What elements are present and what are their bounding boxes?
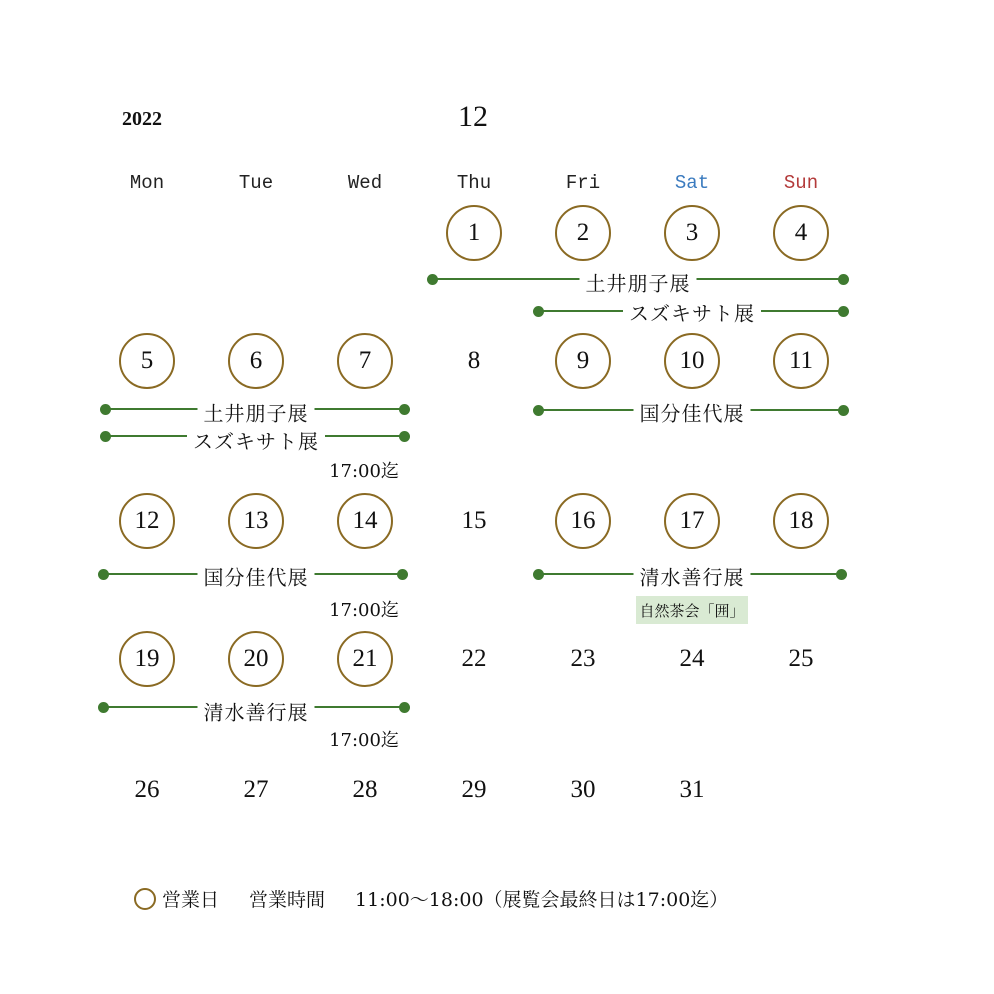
day-cell[interactable]: 21: [337, 631, 393, 687]
weekday-thu: Thu: [456, 172, 492, 194]
legend-hours-label: 営業時間: [249, 889, 326, 911]
day-cell[interactable]: 26: [134, 776, 160, 803]
year-label: 2022: [122, 108, 162, 130]
day-cell[interactable]: 10: [664, 333, 720, 389]
event-end-dot: [399, 404, 410, 415]
legend-open-label: 営業日: [162, 889, 220, 911]
event-start-dot: [427, 274, 438, 285]
event-label: スズキサト展: [623, 298, 761, 327]
day-cell[interactable]: 8: [467, 347, 481, 374]
day-cell[interactable]: 24: [679, 645, 705, 672]
event-start-dot: [100, 431, 111, 442]
month-label: 12: [458, 100, 488, 133]
event-end-dot: [838, 306, 849, 317]
event-label: 土井朋子展: [580, 268, 697, 297]
event-label: 清水善行展: [634, 562, 751, 591]
event-label: 清水善行展: [198, 697, 315, 726]
weekday-sat: Sat: [674, 172, 710, 194]
day-cell[interactable]: 16: [555, 493, 611, 549]
day-cell[interactable]: 14: [337, 493, 393, 549]
closing-time-note: 17:00迄: [329, 461, 399, 482]
day-cell[interactable]: 25: [788, 645, 814, 672]
event-end-dot: [838, 274, 849, 285]
day-cell[interactable]: 23: [570, 645, 596, 672]
day-cell[interactable]: 6: [228, 333, 284, 389]
event-end-dot: [836, 569, 847, 580]
day-cell[interactable]: 27: [243, 776, 269, 803]
day-cell[interactable]: 22: [461, 645, 487, 672]
event-start-dot: [98, 569, 109, 580]
event-end-dot: [399, 431, 410, 442]
day-cell[interactable]: 20: [228, 631, 284, 687]
day-cell[interactable]: 29: [461, 776, 487, 803]
event-label: 土井朋子展: [198, 398, 315, 427]
day-cell[interactable]: 5: [119, 333, 175, 389]
event-start-dot: [98, 702, 109, 713]
closing-time-note: 17:00迄: [329, 600, 399, 621]
weekday-tue: Tue: [238, 172, 274, 194]
day-cell[interactable]: 28: [352, 776, 378, 803]
day-cell[interactable]: 2: [555, 205, 611, 261]
day-cell[interactable]: 9: [555, 333, 611, 389]
event-end-dot: [838, 405, 849, 416]
day-cell[interactable]: 17: [664, 493, 720, 549]
day-cell[interactable]: 12: [119, 493, 175, 549]
tea-event-badge: 自然茶会「囲」: [636, 596, 748, 624]
legend-hours-text: 11:00〜18:00（展覧会最終日は17:00迄）: [355, 889, 729, 911]
day-cell[interactable]: 13: [228, 493, 284, 549]
open-day-circle-icon: [134, 888, 156, 910]
day-cell[interactable]: 4: [773, 205, 829, 261]
weekday-fri: Fri: [565, 172, 601, 194]
day-cell[interactable]: 11: [773, 333, 829, 389]
day-cell[interactable]: 15: [461, 507, 487, 534]
weekday-sun: Sun: [783, 172, 819, 194]
event-label: 国分佳代展: [634, 398, 751, 427]
event-label: スズキサト展: [187, 426, 325, 455]
day-cell[interactable]: 30: [570, 776, 596, 803]
day-cell[interactable]: 31: [679, 776, 705, 803]
event-start-dot: [100, 404, 111, 415]
event-start-dot: [533, 569, 544, 580]
event-start-dot: [533, 306, 544, 317]
event-end-dot: [399, 702, 410, 713]
day-cell[interactable]: 19: [119, 631, 175, 687]
day-cell[interactable]: 3: [664, 205, 720, 261]
day-cell[interactable]: 18: [773, 493, 829, 549]
event-end-dot: [397, 569, 408, 580]
weekday-mon: Mon: [129, 172, 165, 194]
closing-time-note: 17:00迄: [329, 730, 399, 751]
event-start-dot: [533, 405, 544, 416]
weekday-wed: Wed: [347, 172, 383, 194]
day-cell[interactable]: 7: [337, 333, 393, 389]
event-label: 国分佳代展: [198, 562, 315, 591]
legend: [134, 885, 728, 912]
day-cell[interactable]: 1: [446, 205, 502, 261]
